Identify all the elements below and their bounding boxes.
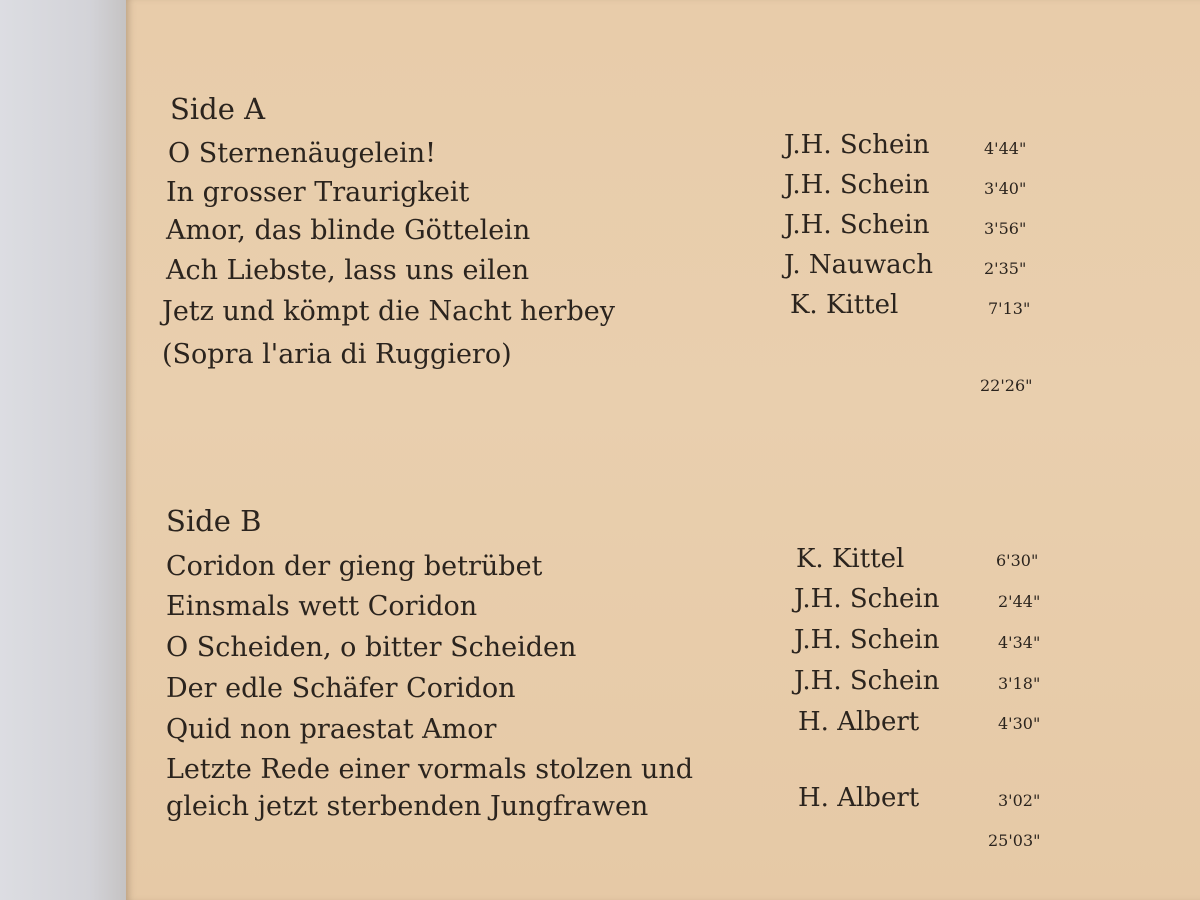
background-edge xyxy=(0,0,128,900)
side-a-track-5-subtitle: (Sopra l'aria di Ruggiero) xyxy=(162,339,512,370)
side-b-track-1-composer: K. Kittel xyxy=(796,544,905,574)
side-a-track-1-duration: 4'44" xyxy=(984,139,1027,158)
side-a-heading: Side A xyxy=(170,92,266,126)
side-b-track-2-duration: 2'44" xyxy=(998,592,1041,611)
side-a-track-2-composer: J.H. Schein xyxy=(784,170,930,200)
side-b-track-2-title: Einsmals wett Coridon xyxy=(166,591,478,622)
side-b-heading: Side B xyxy=(166,504,262,538)
side-b-track-6-title-line-1: Letzte Rede einer vormals stolzen und xyxy=(166,754,694,785)
side-b-track-5-composer: H. Albert xyxy=(798,707,920,737)
side-b-track-5-duration: 4'30" xyxy=(998,714,1041,733)
side-b-track-4-title: Der edle Schäfer Coridon xyxy=(166,673,516,704)
side-a-track-1-title: O Sternenäugelein! xyxy=(168,138,436,169)
side-a-track-1-composer: J.H. Schein xyxy=(784,130,930,160)
side-a-track-5-composer: K. Kittel xyxy=(790,290,899,320)
side-b-track-6-duration: 3'02" xyxy=(998,791,1041,810)
side-a-track-5-title: Jetz und kömpt die Nacht herbey xyxy=(162,296,615,327)
side-a-total: 22'26" xyxy=(980,376,1033,395)
side-b-track-4-composer: J.H. Schein xyxy=(794,666,940,696)
side-b-track-6-title-line-2: gleich jetzt sterbenden Jungfrawen xyxy=(166,791,649,822)
side-a-track-2-title: In grosser Traurigkeit xyxy=(166,177,470,208)
record-sleeve-back xyxy=(126,0,1200,900)
side-b-track-1-duration: 6'30" xyxy=(996,551,1039,570)
side-a-track-3-duration: 3'56" xyxy=(984,219,1027,238)
side-a-track-3-title: Amor, das blinde Göttelein xyxy=(166,215,531,246)
side-a-track-4-title: Ach Liebste, lass uns eilen xyxy=(166,255,530,286)
side-b-track-1-title: Coridon der gieng betrübet xyxy=(166,551,543,582)
side-b-track-3-composer: J.H. Schein xyxy=(794,625,940,655)
side-a-track-3-composer: J.H. Schein xyxy=(784,210,930,240)
side-a-track-4-composer: J. Nauwach xyxy=(784,250,933,280)
side-b-track-3-duration: 4'34" xyxy=(998,633,1041,652)
side-b-track-2-composer: J.H. Schein xyxy=(794,584,940,614)
side-a-track-5-duration: 7'13" xyxy=(988,299,1031,318)
side-b-track-3-title: O Scheiden, o bitter Scheiden xyxy=(166,632,577,663)
side-b-total: 25'03" xyxy=(988,831,1041,850)
side-a-track-2-duration: 3'40" xyxy=(984,179,1027,198)
side-a-track-4-duration: 2'35" xyxy=(984,259,1027,278)
side-b-track-6-composer: H. Albert xyxy=(798,783,920,813)
side-b-track-5-title: Quid non praestat Amor xyxy=(166,714,497,745)
side-b-track-4-duration: 3'18" xyxy=(998,674,1041,693)
